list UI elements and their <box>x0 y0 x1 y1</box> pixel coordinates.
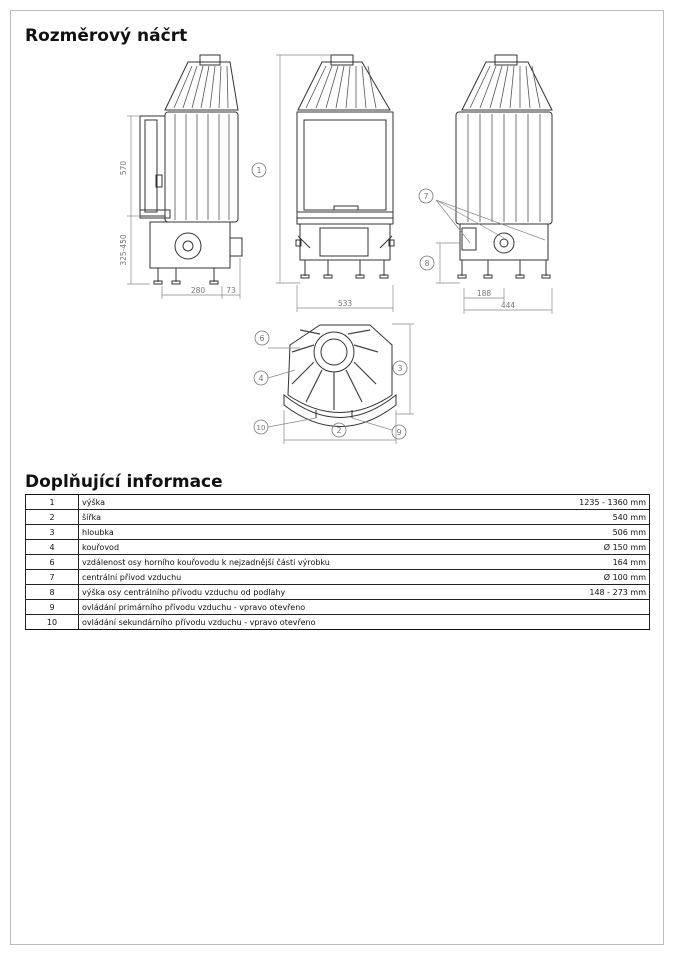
callout-6: 6 <box>259 334 265 343</box>
info-row-number: 1 <box>26 495 79 510</box>
info-row-number: 9 <box>26 600 79 615</box>
callout-10: 10 <box>256 424 266 432</box>
info-row-description: kouřovod <box>79 540 522 555</box>
info-row-value: 506 mm <box>522 525 650 540</box>
info-row-number: 8 <box>26 585 79 600</box>
info-row-number: 3 <box>26 525 79 540</box>
side-view <box>127 55 242 299</box>
info-row <box>26 570 650 585</box>
callout-2: 2 <box>336 426 342 435</box>
info-row <box>26 540 650 555</box>
top-view <box>254 324 414 444</box>
info-row-value <box>522 600 650 615</box>
info-row-number: 6 <box>26 555 79 570</box>
info-row-value: 164 mm <box>522 555 650 570</box>
dim-side-pipe: 73 <box>226 286 236 295</box>
info-row-value <box>522 615 650 630</box>
callout-9: 9 <box>396 428 402 437</box>
info-row-description: šířka <box>79 510 522 525</box>
info-row-description: hloubka <box>79 525 522 540</box>
info-row <box>26 525 650 540</box>
info-row <box>26 495 650 510</box>
dim-side-upper: 570 <box>119 160 128 176</box>
info-row-number: 10 <box>26 615 79 630</box>
callout-7: 7 <box>423 192 429 201</box>
info-title: Doplňující informace <box>25 472 223 492</box>
info-row-value: 1235 - 1360 mm <box>522 495 650 510</box>
callout-8: 8 <box>424 259 430 268</box>
front-view <box>252 55 394 312</box>
info-row-value: 540 mm <box>522 510 650 525</box>
dim-side-lower: 325-450 <box>119 234 128 266</box>
dim-back-width: 444 <box>500 301 516 310</box>
info-table <box>25 494 650 630</box>
info-row-description: vzdálenost osy horního kouřovodu k nejzadnější části výrobku <box>79 555 522 570</box>
back-view <box>419 55 552 314</box>
callout-3: 3 <box>397 364 403 373</box>
callout-4: 4 <box>258 374 264 383</box>
info-row-description: výška osy centrálního přívodu vzduchu od podlahy <box>79 585 522 600</box>
dim-front-width: 533 <box>337 299 353 308</box>
info-row-description: centrální přívod vzduchu <box>79 570 522 585</box>
dim-side-depth: 280 <box>190 286 206 295</box>
dim-back-offset: 188 <box>476 289 492 298</box>
info-row-number: 4 <box>26 540 79 555</box>
info-row <box>26 615 650 630</box>
dimension-drawing <box>0 0 676 470</box>
info-table-body <box>26 495 650 630</box>
info-row-description: výška <box>79 495 522 510</box>
info-row <box>26 585 650 600</box>
info-row <box>26 600 650 615</box>
info-row <box>26 555 650 570</box>
info-row-value: Ø 100 mm <box>522 570 650 585</box>
info-row <box>26 510 650 525</box>
info-row-number: 2 <box>26 510 79 525</box>
callout-1: 1 <box>256 166 262 175</box>
info-row-description: ovládání sekundárního přívodu vzduchu - vpravo otevřeno <box>79 615 522 630</box>
info-row-description: ovládání primárního přívodu vzduchu - vpravo otevřeno <box>79 600 522 615</box>
info-row-value: Ø 150 mm <box>522 540 650 555</box>
sketch-title: Rozměrový náčrt <box>25 26 188 46</box>
info-row-number: 7 <box>26 570 79 585</box>
info-row-value: 148 - 273 mm <box>522 585 650 600</box>
